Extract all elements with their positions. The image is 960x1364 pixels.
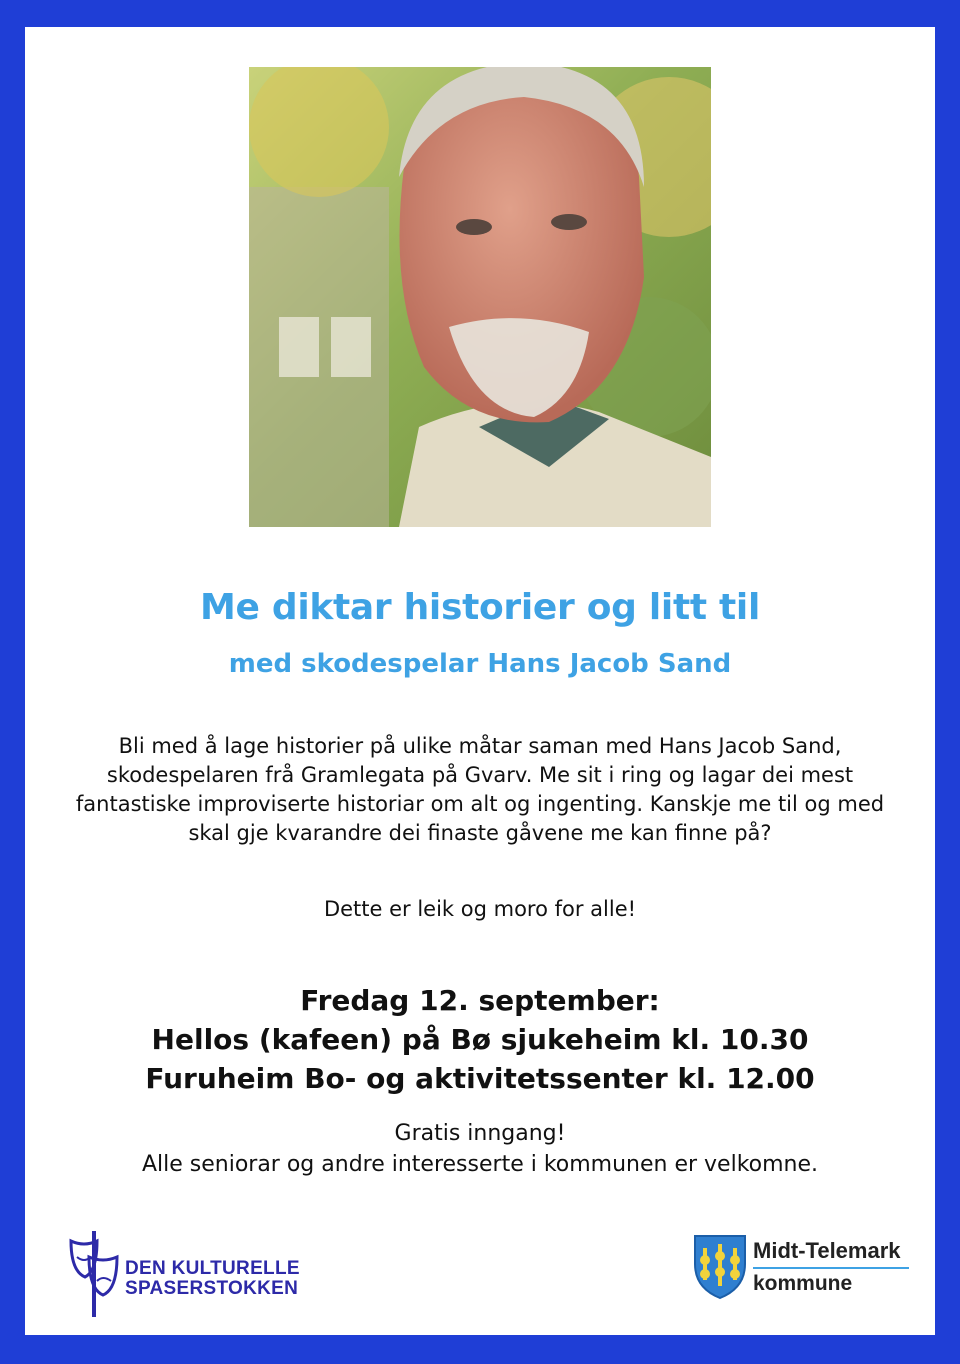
event-session-2: Furuheim Bo- og aktivitetssenter kl. 12.00 [145, 1062, 815, 1095]
logo-right-name: Midt-Telemark [753, 1238, 901, 1263]
event-subtitle: med skodespelar Hans Jacob Sand [228, 649, 732, 679]
event-date: Fredag 12. september: [300, 984, 660, 1017]
coat-of-arms-icon [693, 1234, 747, 1300]
free-entry: Gratis inngang! [394, 1121, 566, 1146]
logo-right-divider [753, 1267, 909, 1269]
logo-left-line1: DEN KULTURELLE [125, 1258, 300, 1279]
theatre-masks-icon [67, 1227, 121, 1319]
poster [25, 27, 935, 1335]
portrait-image [249, 67, 711, 527]
entry-info [25, 1118, 935, 1180]
event-description: Bli med å lage historier på ulike måtar saman med Hans Jacob Sand, skodespelaren frå Gramlegata på Gvarv. Me sit i ring og lagar dei mest fantastiske improviserte historiar om alt og ingenting. Kanskje me til og med skal gje kvarandre dei finaste gåvene me kan finne på? [75, 734, 885, 845]
midt-telemark-kommune-logo [693, 1234, 923, 1316]
den-kulturelle-spaserstokken-logo [67, 1227, 327, 1319]
event-tagline: Dette er leik og moro for alle! [323, 897, 637, 921]
event-title: Me diktar historier og litt til [199, 587, 760, 628]
event-session-1: Hellos (kafeen) på Bø sjukeheim kl. 10.30 [151, 1023, 809, 1056]
event-schedule [25, 981, 935, 1098]
portrait-photo [249, 67, 711, 527]
welcome-text: Alle seniorar og andre interesserte i kommunen er velkomne. [141, 1152, 819, 1177]
logo-right-sub: kommune [753, 1272, 853, 1295]
logo-left-line2: SPASERSTOKKEN [125, 1278, 299, 1299]
